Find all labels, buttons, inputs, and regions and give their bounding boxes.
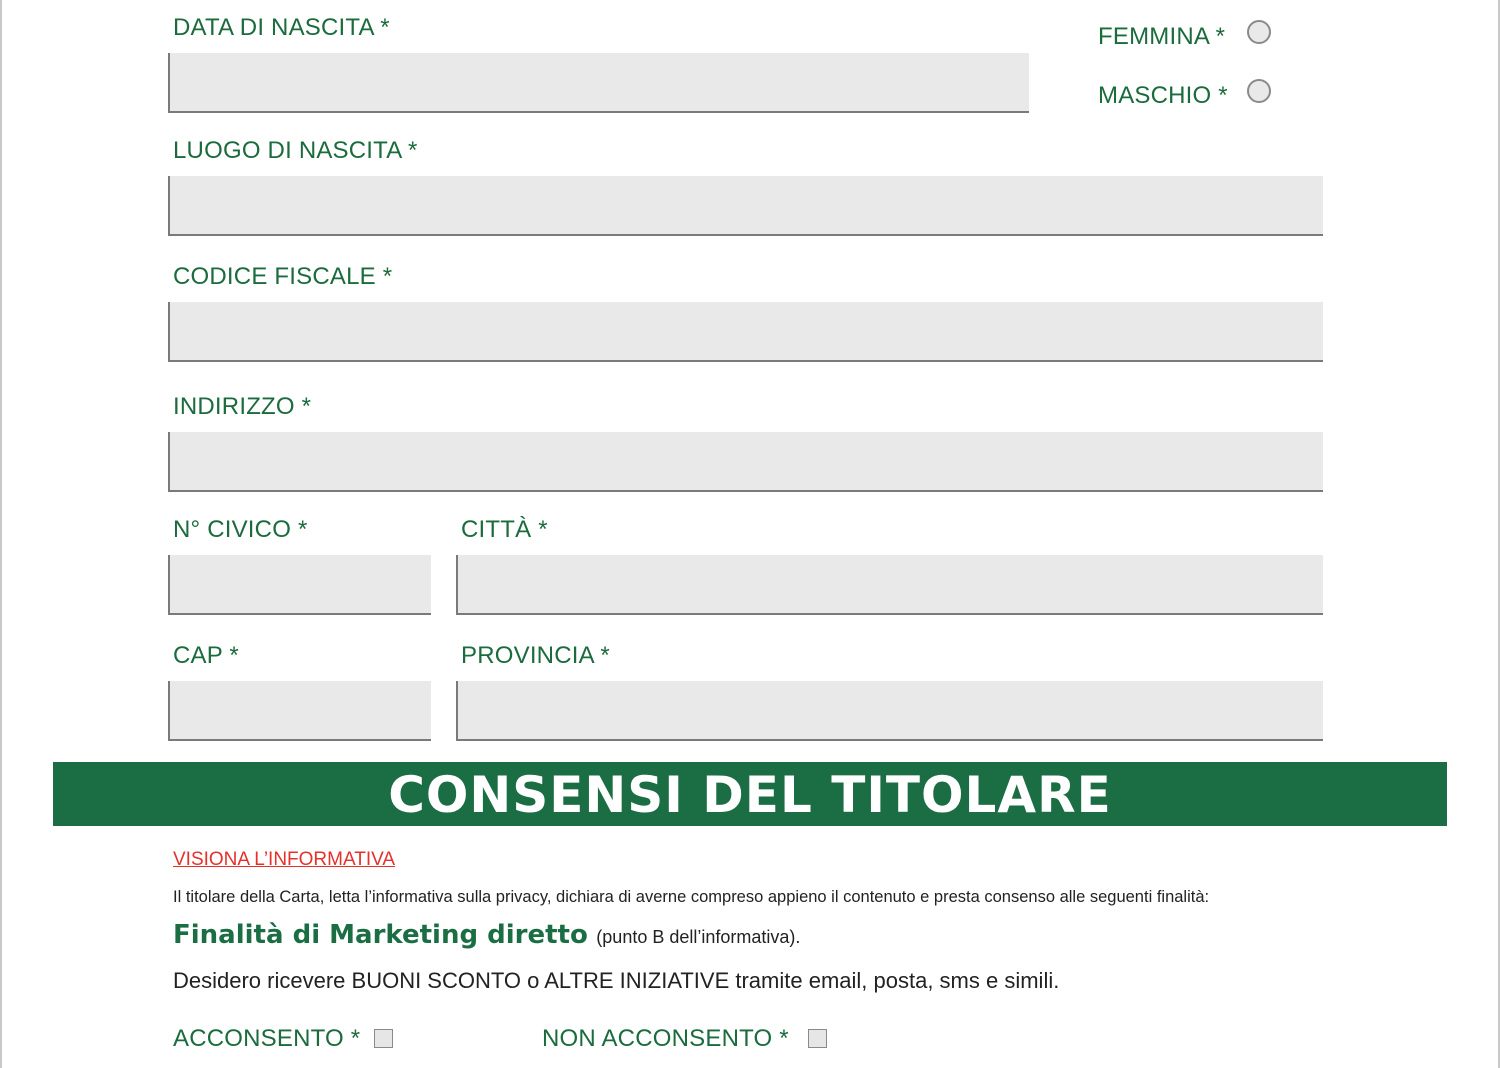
disagree-label: NON ACCONSENTO * [542, 1025, 789, 1052]
province-label: PROVINCIA * [461, 642, 610, 669]
privacy-policy-link[interactable]: VISIONA L’INFORMATIVA [173, 849, 396, 870]
postcode-input[interactable] [168, 681, 431, 741]
street-number-label: N° CIVICO * [173, 516, 308, 543]
city-input[interactable] [456, 555, 1323, 615]
city-label: CITTÀ * [461, 516, 548, 543]
address-label: INDIRIZZO * [173, 393, 312, 420]
birthplace-label: LUOGO DI NASCITA * [173, 137, 418, 164]
consent-intro-text: Il titolare della Carta, letta l’informativa sulla privacy, dichiara di averne compreso appieno il contenuto e presta consenso alle seguenti finalità: [173, 888, 1210, 906]
fiscal-code-label: CODICE FISCALE * [173, 263, 393, 290]
female-label: FEMMINA * [1098, 23, 1226, 50]
marketing-note: (punto B dell’informativa). [596, 927, 801, 947]
male-label: MASCHIO * [1098, 82, 1228, 109]
fiscal-code-input[interactable] [168, 302, 1323, 362]
postcode-label: CAP * [173, 642, 239, 669]
birthplace-input[interactable] [168, 176, 1323, 236]
female-radio[interactable] [1247, 20, 1271, 44]
marketing-question: Desidero ricevere BUONI SCONTO o ALTRE INIZIATIVE tramite email, posta, sms e simili. [173, 968, 1060, 993]
agree-checkbox[interactable] [374, 1029, 393, 1048]
disagree-checkbox[interactable] [808, 1029, 827, 1048]
dob-label: DATA DI NASCITA * [173, 14, 390, 41]
address-input[interactable] [168, 432, 1323, 492]
marketing-title: Finalità di Marketing diretto [173, 920, 588, 950]
dob-input[interactable] [168, 53, 1029, 113]
agree-label: ACCONSENTO * [173, 1025, 361, 1052]
male-radio[interactable] [1247, 79, 1271, 103]
province-input[interactable] [456, 681, 1323, 741]
street-number-input[interactable] [168, 555, 431, 615]
page-border-left [0, 0, 2, 1068]
marketing-heading [173, 918, 800, 956]
consent-banner: CONSENSI DEL TITOLARE [53, 762, 1447, 826]
